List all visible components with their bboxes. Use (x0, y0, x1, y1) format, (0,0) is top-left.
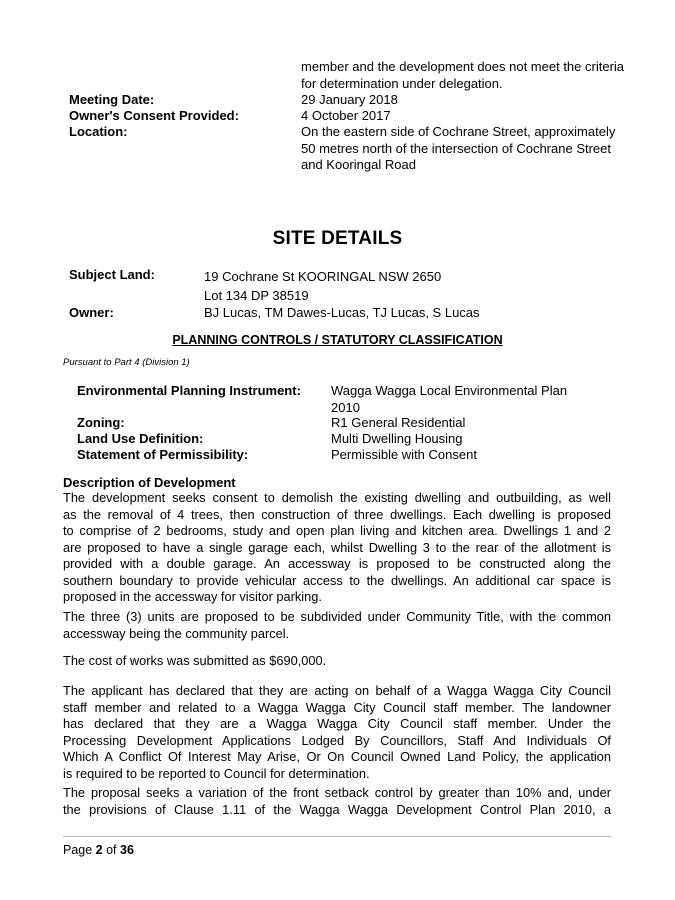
subject-land-line: 19 Cochrane St KOORINGAL NSW 2650 (204, 269, 442, 284)
description-heading: Description of Development (63, 475, 236, 490)
page-number: 2 (95, 843, 103, 857)
zoning-label: Zoning: (77, 415, 125, 430)
paragraph-line: southern boundary to provide vehicular access to the dwellings. An additional car space is (63, 572, 611, 588)
epi-line: Wagga Wagga Local Environmental Plan (331, 383, 568, 398)
meeting-date-label: Meeting Date: (69, 92, 155, 107)
location-line: 50 metres north of the intersection of Cochrane Street (301, 140, 612, 156)
permissibility-value: Permissible with Consent (331, 447, 477, 462)
paragraph-line: Which A Conflict Of Interest May Arise, Or On Council Owned Land Policy, the application (63, 749, 611, 764)
zoning-value: R1 General Residential (331, 415, 466, 430)
owner-label: Owner: (69, 305, 114, 320)
subject-land-line: Lot 134 DP 38519 (204, 288, 309, 303)
subject-land-value (204, 267, 441, 305)
epi-line: 2010 (331, 399, 360, 415)
paragraph-line: staff member and related to a Wagga Wagga City Council staff member. The landowner (63, 699, 611, 715)
land-use-label: Land Use Definition: (77, 431, 204, 446)
paragraph-line: the provisions of Clause 1.11 of the Wagga Wagga Development Control Plan 2010, a (63, 801, 611, 817)
paragraph-line: Processing Development Applications Lodged By Councillors, Staff And Individuals Of (63, 732, 611, 748)
location-value (301, 124, 615, 174)
paragraph-line: has declared that they are a Wagga Wagga City Council staff member. Under the (63, 716, 611, 731)
description-paragraph (63, 683, 611, 782)
description-paragraph (63, 785, 611, 818)
location-line: and Kooringal Road (301, 157, 416, 172)
location-label: Location: (69, 124, 128, 139)
epi-label: Environmental Planning Instrument: (77, 383, 301, 398)
description-paragraph (63, 653, 611, 670)
planning-controls-heading: PLANNING CONTROLS / STATUTORY CLASSIFICATION (172, 333, 503, 347)
permissibility-label: Statement of Permissibility: (77, 447, 249, 462)
paragraph-line: as the removal of 4 trees, then construction of three dwellings. Each dwelling is proposed (63, 506, 611, 522)
paragraph-line: are proposed to have a single garage each, whilst Dwelling 3 to the rear of the allotment is (63, 539, 611, 555)
description-paragraph (63, 490, 611, 606)
owner-value: BJ Lucas, TM Dawes-Lucas, TJ Lucas, S Lucas (204, 305, 480, 320)
paragraph-line: The proposal seeks a variation of the front setback control by greater than 10% and, under (63, 785, 611, 800)
land-use-value: Multi Dwelling Housing (331, 431, 463, 446)
continuation-line: for determination under delegation. (301, 75, 503, 91)
pursuant-note: Pursuant to Part 4 (Division 1) (63, 357, 190, 368)
continuation-line: member and the development does not meet the criteria (301, 59, 625, 74)
site-details-title: SITE DETAILS (272, 228, 403, 249)
page-total: 36 (120, 843, 134, 857)
paragraph-line: The applicant has declared that they are acting on behalf of a Wagga Wagga City Council (63, 683, 611, 698)
paragraph-line: is required to be reported to Council for determination. (63, 765, 370, 781)
paragraph-line: to comprise of 2 bedrooms, study and open plan living and kitchen area. Dwellings 1 and 2 (63, 523, 611, 538)
epi-value (331, 383, 567, 416)
page-footer (63, 843, 134, 857)
subject-land-label: Subject Land: (69, 267, 155, 282)
paragraph-line: provided with a double garage. An accessway is proposed to be constructed along the (63, 556, 611, 571)
owners-consent-label: Owner's Consent Provided: (69, 108, 239, 123)
location-line: On the eastern side of Cochrane Street, approximately (301, 124, 616, 139)
continuation-text (301, 59, 624, 92)
paragraph-line: The cost of works was submitted as $690,000. (63, 653, 327, 668)
paragraph-line: proposed in the accessway for visitor parking. (63, 589, 322, 604)
page-prefix: Page (63, 843, 96, 857)
paragraph-line: accessway being the community parcel. (63, 625, 290, 641)
meeting-date-value: 29 January 2018 (301, 92, 398, 107)
footer-divider (63, 836, 611, 837)
page-of: of (102, 843, 120, 857)
owners-consent-value: 4 October 2017 (301, 108, 391, 123)
paragraph-line: The development seeks consent to demolish the existing dwelling and outbuilding, as well (63, 490, 611, 505)
description-paragraph (63, 609, 611, 642)
paragraph-line: The three (3) units are proposed to be subdivided under Community Title, with the common (63, 609, 611, 624)
